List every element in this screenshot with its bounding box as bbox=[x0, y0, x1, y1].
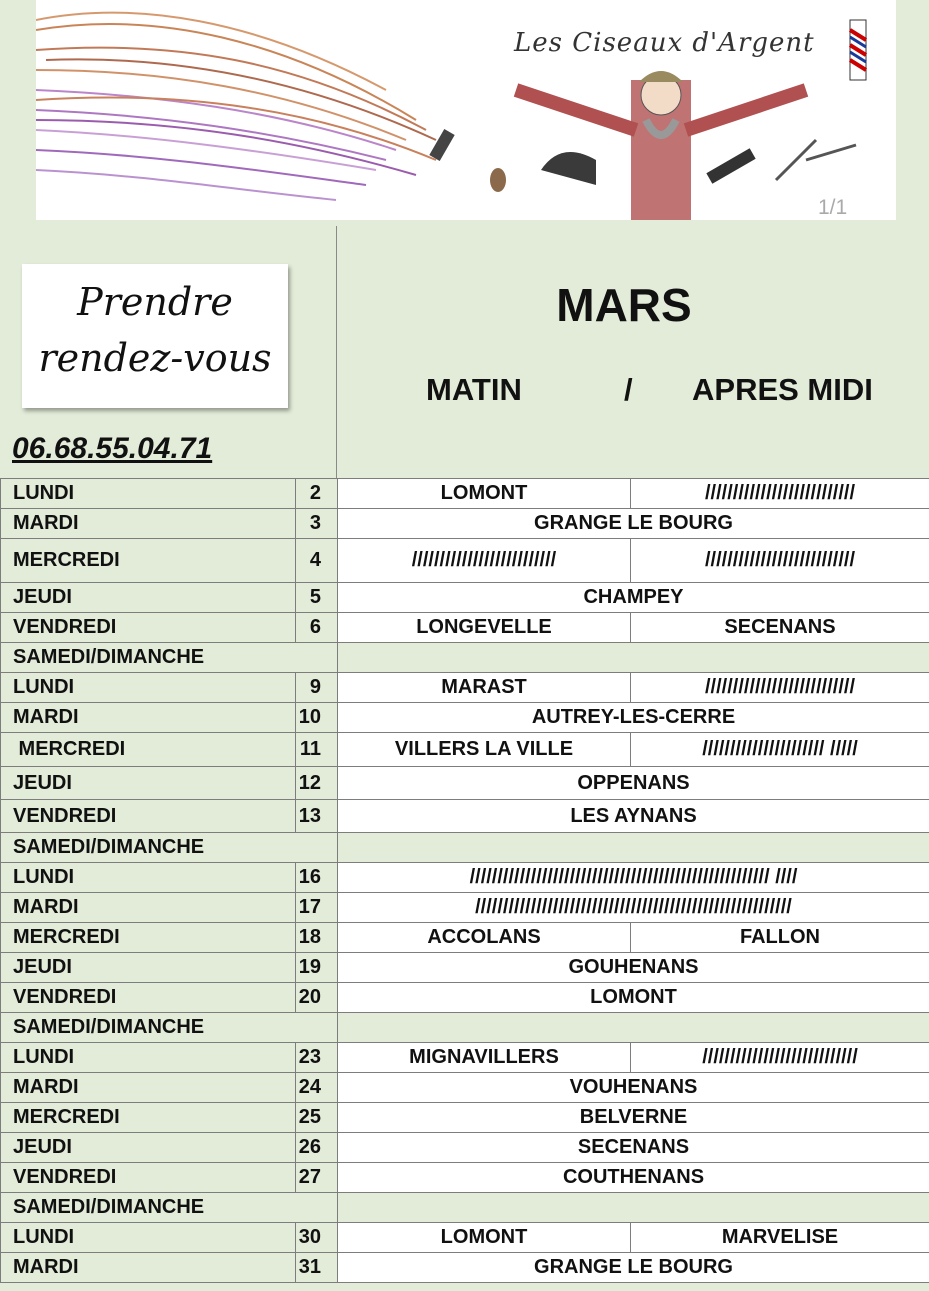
banner bbox=[0, 0, 929, 227]
day-name: SAMEDI/DIMANCHE bbox=[1, 1193, 338, 1223]
day-number: 5 bbox=[296, 583, 338, 613]
afternoon-location: /////////////////////////// bbox=[631, 673, 929, 703]
afternoon-location: /////////////////////////// bbox=[631, 539, 929, 583]
day-number: 19 bbox=[296, 953, 338, 983]
day-number: 2 bbox=[296, 479, 338, 509]
morning-header: MATIN bbox=[426, 372, 522, 407]
afternoon-location: /////////////////////////// bbox=[631, 479, 929, 509]
morning-location: MARAST bbox=[338, 673, 631, 703]
schedule-row bbox=[1, 1133, 929, 1163]
day-name: MARDI bbox=[1, 1253, 296, 1283]
schedule-row bbox=[1, 893, 929, 923]
schedule-row bbox=[1, 1073, 929, 1103]
day-name: LUNDI bbox=[1, 863, 296, 893]
day-number: 31 bbox=[296, 1253, 338, 1283]
weekend-empty-cell bbox=[338, 833, 929, 863]
booking-card-line2: rendez-vous bbox=[38, 336, 272, 380]
weekend-empty-cell bbox=[338, 643, 929, 673]
full-day-location: ////////////////////////////////////////////////////// //// bbox=[338, 863, 929, 893]
page-indicator: 1/1 bbox=[818, 196, 848, 219]
schedule-row bbox=[1, 733, 929, 767]
booking-card bbox=[22, 264, 288, 408]
schedule-row bbox=[1, 673, 929, 703]
schedule-row bbox=[1, 479, 929, 509]
day-number: 23 bbox=[296, 1043, 338, 1073]
full-day-location: GRANGE LE BOURG bbox=[338, 509, 929, 539]
full-day-location: GRANGE LE BOURG bbox=[338, 1253, 929, 1283]
schedule-table bbox=[0, 478, 929, 1283]
month-title: MARS bbox=[556, 279, 692, 331]
day-name: LUNDI bbox=[1, 1043, 296, 1073]
afternoon-location: //////////////////////////// bbox=[631, 1043, 929, 1073]
morning-location: MIGNAVILLERS bbox=[338, 1043, 631, 1073]
full-day-location: LES AYNANS bbox=[338, 800, 929, 833]
barber-pole-icon bbox=[850, 20, 866, 80]
day-name: VENDREDI bbox=[1, 983, 296, 1013]
banner-image bbox=[36, 0, 896, 220]
afternoon-header: APRES MIDI bbox=[692, 372, 873, 407]
schedule-row bbox=[1, 983, 929, 1013]
day-name: JEUDI bbox=[1, 583, 296, 613]
schedule-row bbox=[1, 613, 929, 643]
schedule-row bbox=[1, 1253, 929, 1283]
morning-location: LOMONT bbox=[338, 479, 631, 509]
schedule-row bbox=[1, 833, 929, 863]
full-day-location: CHAMPEY bbox=[338, 583, 929, 613]
day-number: 20 bbox=[296, 983, 338, 1013]
day-name: VENDREDI bbox=[1, 1163, 296, 1193]
weekend-empty-cell bbox=[338, 1193, 929, 1223]
schedule-row bbox=[1, 1223, 929, 1253]
day-number: 27 bbox=[296, 1163, 338, 1193]
day-name: LUNDI bbox=[1, 1223, 296, 1253]
day-number: 9 bbox=[296, 673, 338, 703]
morning-location: LONGEVELLE bbox=[338, 613, 631, 643]
schedule-row bbox=[1, 539, 929, 583]
day-number: 16 bbox=[296, 863, 338, 893]
schedule-row bbox=[1, 1163, 929, 1193]
day-name: VENDREDI bbox=[1, 613, 296, 643]
day-name: JEUDI bbox=[1, 767, 296, 800]
day-number: 25 bbox=[296, 1103, 338, 1133]
schedule-row bbox=[1, 923, 929, 953]
weekend-empty-cell bbox=[338, 1013, 929, 1043]
day-number: 30 bbox=[296, 1223, 338, 1253]
schedule-row bbox=[1, 1193, 929, 1223]
day-number: 11 bbox=[296, 733, 338, 767]
day-name: VENDREDI bbox=[1, 800, 296, 833]
schedule-row bbox=[1, 953, 929, 983]
day-name: JEUDI bbox=[1, 1133, 296, 1163]
day-number: 13 bbox=[296, 800, 338, 833]
schedule-row bbox=[1, 863, 929, 893]
afternoon-location: SECENANS bbox=[631, 613, 929, 643]
full-day-location: BELVERNE bbox=[338, 1103, 929, 1133]
day-name: MARDI bbox=[1, 509, 296, 539]
day-number: 24 bbox=[296, 1073, 338, 1103]
brand-logo: Les Ciseaux d'Argent bbox=[514, 28, 815, 58]
day-name: MARDI bbox=[1, 703, 296, 733]
schedule-row bbox=[1, 1013, 929, 1043]
day-number: 12 bbox=[296, 767, 338, 800]
schedule-row bbox=[1, 509, 929, 539]
full-day-location: LOMONT bbox=[338, 983, 929, 1013]
morning-location: ACCOLANS bbox=[338, 923, 631, 953]
phone-number[interactable]: 06.68.55.04.71 bbox=[12, 432, 213, 465]
morning-location: ////////////////////////// bbox=[338, 539, 631, 583]
stylist-figure bbox=[516, 71, 806, 220]
day-number: 4 bbox=[296, 539, 338, 583]
full-day-location: ///////////////////////////////////////////////////////// bbox=[338, 893, 929, 923]
day-name: SAMEDI/DIMANCHE bbox=[1, 1013, 338, 1043]
booking-card-line1: Prendre bbox=[77, 280, 233, 324]
full-day-location: AUTREY-LES-CERRE bbox=[338, 703, 929, 733]
day-name: MERCREDI bbox=[1, 733, 296, 767]
day-name: LUNDI bbox=[1, 673, 296, 703]
day-number: 26 bbox=[296, 1133, 338, 1163]
day-name: JEUDI bbox=[1, 953, 296, 983]
schedule-row bbox=[1, 1043, 929, 1073]
schedule-row bbox=[1, 800, 929, 833]
schedule-row bbox=[1, 703, 929, 733]
full-day-location: SECENANS bbox=[338, 1133, 929, 1163]
full-day-location: COUTHENANS bbox=[338, 1163, 929, 1193]
day-number: 10 bbox=[296, 703, 338, 733]
full-day-location: OPPENANS bbox=[338, 767, 929, 800]
afternoon-location: FALLON bbox=[631, 923, 929, 953]
day-name: SAMEDI/DIMANCHE bbox=[1, 833, 338, 863]
header-separator: / bbox=[624, 372, 633, 407]
day-number: 18 bbox=[296, 923, 338, 953]
day-name: MARDI bbox=[1, 893, 296, 923]
day-name: MERCREDI bbox=[1, 539, 296, 583]
month-header-panel bbox=[337, 226, 929, 478]
full-day-location: VOUHENANS bbox=[338, 1073, 929, 1103]
day-number: 3 bbox=[296, 509, 338, 539]
schedule-row bbox=[1, 767, 929, 800]
day-name: LUNDI bbox=[1, 479, 296, 509]
day-name: SAMEDI/DIMANCHE bbox=[1, 643, 338, 673]
day-number: 6 bbox=[296, 613, 338, 643]
afternoon-location: MARVELISE bbox=[631, 1223, 929, 1253]
day-name: MARDI bbox=[1, 1073, 296, 1103]
morning-location: VILLERS LA VILLE bbox=[338, 733, 631, 767]
schedule-row bbox=[1, 643, 929, 673]
schedule-row bbox=[1, 583, 929, 613]
full-day-location: GOUHENANS bbox=[338, 953, 929, 983]
morning-location: LOMONT bbox=[338, 1223, 631, 1253]
day-name: MERCREDI bbox=[1, 923, 296, 953]
afternoon-location: ////////////////////// ///// bbox=[631, 733, 929, 767]
day-name: MERCREDI bbox=[1, 1103, 296, 1133]
schedule-row bbox=[1, 1103, 929, 1133]
day-number: 17 bbox=[296, 893, 338, 923]
